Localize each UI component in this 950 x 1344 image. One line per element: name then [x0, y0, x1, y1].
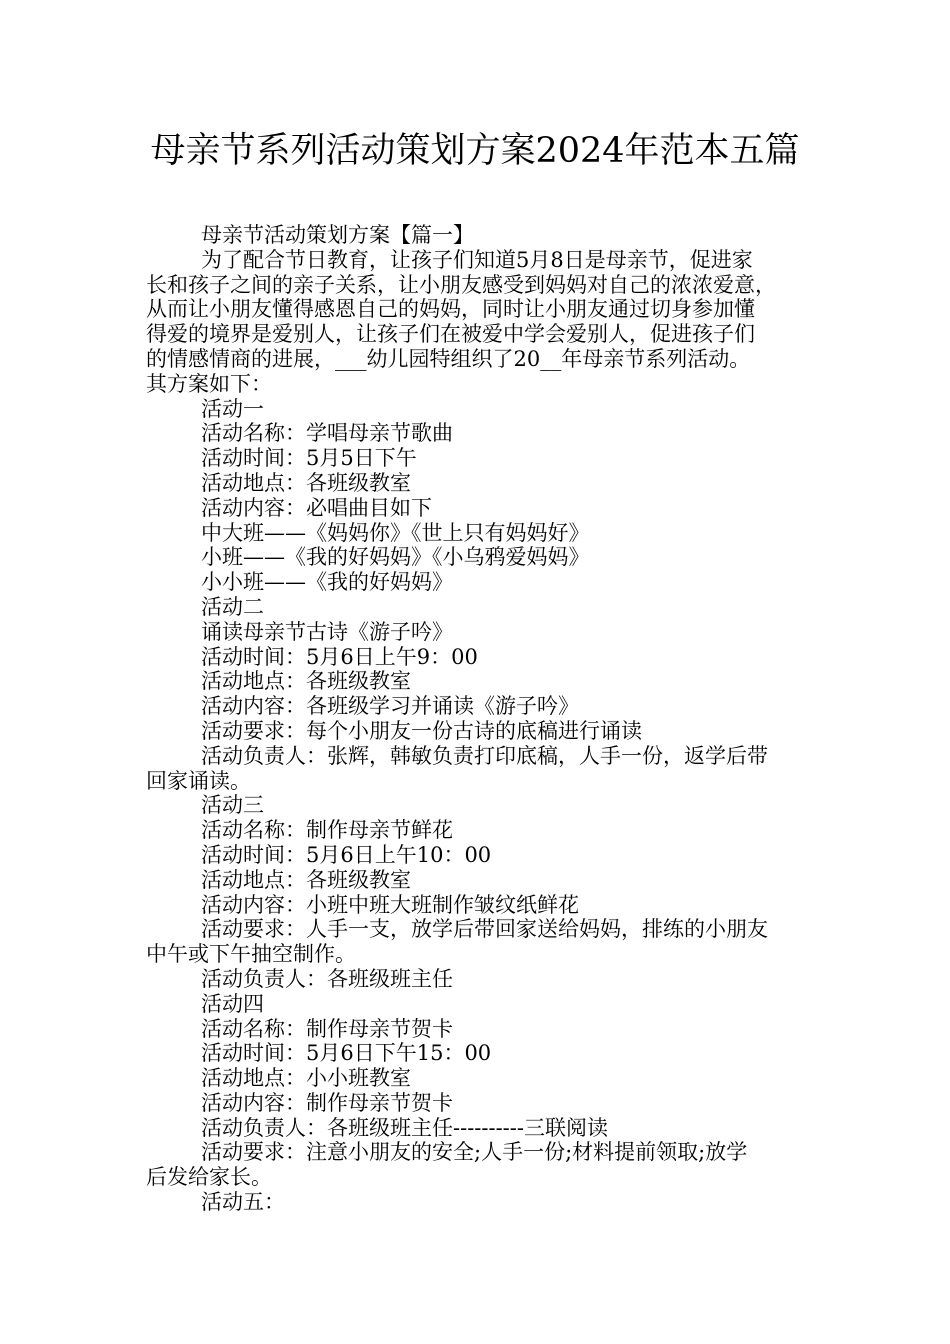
paragraph-line: 诵读母亲节古诗《游子吟》: [201, 619, 453, 644]
paragraph-line: 的情感情商的进展，___幼儿园特组织了20__年母亲节系列活动。: [146, 346, 751, 371]
paragraph-line: 活动地点：各班级教室: [201, 470, 411, 495]
paragraph-line: 活动时间：5月5日下午: [201, 446, 417, 471]
paragraph-line: 活动要求：人手一支，放学后带回家送给妈妈，排练的小朋友: [201, 917, 768, 942]
paragraph-line: 其方案如下：: [146, 371, 272, 396]
paragraph-line: 得爱的境界是爱别人，让孩子们在被爱中学会爱别人，促进孩子们: [146, 322, 755, 347]
paragraph-line: 活动内容：小班中班大班制作皱纹纸鲜花: [201, 892, 579, 917]
paragraph-line: 活动五：: [201, 1190, 285, 1215]
paragraph-line: 活动时间：5月6日上午10：00: [201, 842, 492, 867]
paragraph-line: 活动地点：各班级教室: [201, 867, 411, 892]
paragraph-line: 活动二: [201, 594, 264, 619]
document-title: 母亲节系列活动策划方案2024年范本五篇: [150, 131, 800, 171]
paragraph-line: 后发给家长。: [146, 1165, 272, 1190]
paragraph-line: 活动四: [201, 991, 264, 1016]
paragraph-line: 活动三: [201, 793, 264, 818]
paragraph-line: 活动地点：各班级教室: [201, 669, 411, 694]
paragraph-line: 活动地点：小小班教室: [201, 1066, 411, 1091]
paragraph-line: 中午或下午抽空制作。: [146, 942, 356, 967]
paragraph-line: 为了配合节日教育，让孩子们知道5月8日是母亲节，促进家: [201, 247, 753, 272]
paragraph-line: 活动时间：5月6日上午9：00: [201, 644, 478, 669]
paragraph-line: 小班——《我的好妈妈》《小乌鸦爱妈妈》: [201, 545, 590, 570]
paragraph-line: 活动内容：各班级学习并诵读《游子吟》: [201, 694, 579, 719]
paragraph-line: 活动内容：制作母亲节贺卡: [201, 1090, 453, 1115]
paragraph-line: 活动负责人：各班级班主任----------三联阅读: [201, 1115, 608, 1140]
paragraph-line: 回家诵读。: [146, 768, 251, 793]
paragraph-line: 活动一: [201, 396, 264, 421]
paragraph-line: 从而让小朋友懂得感恩自己的妈妈，同时让小朋友通过切身参加懂: [146, 297, 755, 322]
paragraph-line: 活动名称：制作母亲节鲜花: [201, 818, 453, 843]
paragraph-line: 活动名称：学唱母亲节歌曲: [201, 421, 453, 446]
paragraph-line: 活动负责人：各班级班主任: [201, 966, 453, 991]
paragraph-line: 活动负责人：张辉，韩敏负责打印底稿，人手一份，返学后带: [201, 743, 768, 768]
paragraph-line: 母亲节活动策划方案【篇一】: [201, 223, 474, 247]
paragraph-line: 活动内容：必唱曲目如下: [201, 495, 432, 520]
paragraph-line: 长和孩子之间的亲子关系，让小朋友感受到妈妈对自己的浓浓爱意，: [146, 272, 776, 297]
paragraph-line: 活动时间：5月6日下午15：00: [201, 1041, 492, 1066]
paragraph-line: 中大班——《妈妈你》《世上只有妈妈好》: [201, 520, 590, 545]
paragraph-line: 活动名称：制作母亲节贺卡: [201, 1016, 453, 1041]
paragraph-line: 小小班——《我的好妈妈》: [201, 570, 453, 595]
paragraph-line: 活动要求：注意小朋友的安全;人手一份;材料提前领取;放学: [201, 1140, 748, 1165]
paragraph-line: 活动要求：每个小朋友一份古诗的底稿进行诵读: [201, 718, 642, 743]
document-body: [146, 223, 810, 1215]
